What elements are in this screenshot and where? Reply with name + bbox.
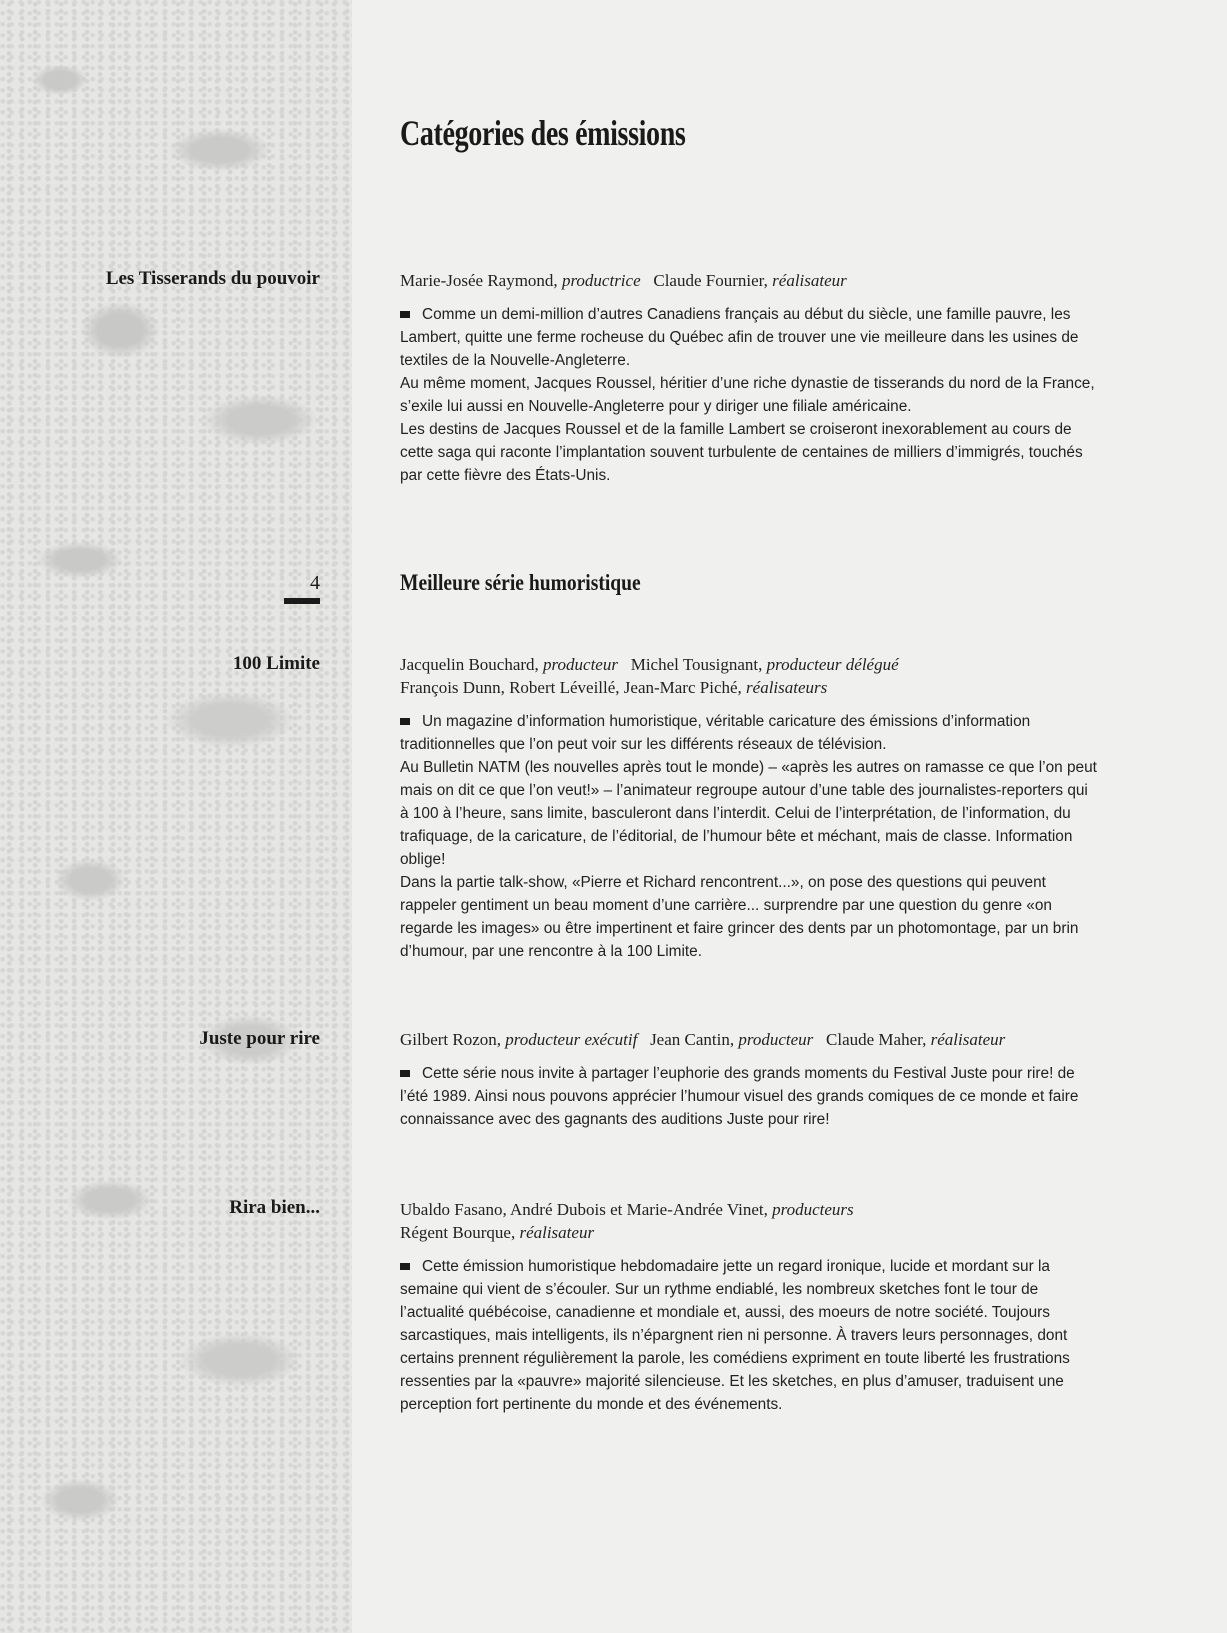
entry-description: Comme un demi-million d’autres Canadiens français au début du siècle, une famille pauvre, les Lambert, quitte une ferme rocheuse du Québec afin de trouver une vie meilleure dans les usines de textiles de la Nouvelle-Angleterre. Au même moment, Jacques Roussel, héritier d’une riche dynastie de tisserands du nord de la France, s’exile lui aussi en Nouvelle-Angleterre pour y diriger une filiale américaine. Les destins de Jacques Roussel et de la famille Lambert se croiseront inexorablement au cours de cette saga qui raconte l’implantation souvent turbulente de centaines de milliers d’immigrés, touchés par cette fièvre des États-Unis.: [400, 306, 1095, 484]
bullet-icon: [400, 1263, 410, 1270]
credit-line: Ubaldo Fasano, André Dubois et Marie-Andrée Vinet, producteurs: [400, 1200, 854, 1219]
page-title: Catégories des émissions: [400, 113, 686, 153]
entry-description: Cette émission humoristique hebdomadaire jette un regard ironique, lucide et mordant sur la semaine qui vient de s’écouler. Sur un rythme endiablé, les nombreux sketches font le tour de l’actualité québécoise, canadienne et mondiale et, aussi, des moeurs de notre société. Toujours sarcastiques, mais intelligents, ils n’épargnent rien ni personne. À travers leurs personnages, dont certains prennent régulièrement la parole, les comédiens expriment en toute liberté les frustrations ressenties par la «pauvre» majorité silencieuse. Et les sketches, en plus d’amuser, traduisent une perception fort pertinente du monde et des événements.: [400, 1258, 1070, 1413]
credit-line: François Dunn, Robert Léveillé, Jean-Marc Piché, réalisateurs: [400, 678, 828, 697]
entry-credits: [400, 269, 1100, 292]
credit-line: Jacquelin Bouchard, producteur Michel Tousignant, producteur délégué: [400, 655, 899, 674]
entry-title: Juste pour rire: [199, 1028, 320, 1049]
credit-line: Gilbert Rozon, producteur exécutif Jean Cantin, producteur Claude Maher, réalisateur: [400, 1030, 1006, 1049]
entry-title: 100 Limite: [232, 653, 320, 674]
section-marker: [284, 598, 320, 604]
credit-line: Régent Bourque, réalisateur: [400, 1223, 595, 1242]
entry-title: Les Tisserands du pouvoir: [105, 268, 320, 289]
section-heading: Meilleure série humoristique: [400, 570, 641, 595]
textured-sidebar: [0, 0, 352, 1633]
entry-title: Rira bien...: [229, 1197, 320, 1218]
entry-credits: [400, 1028, 1100, 1051]
bullet-icon: [400, 1070, 410, 1077]
entry-credits: [400, 1198, 1100, 1244]
entry-description: Un magazine d’information humoristique, véritable caricature des émissions d’information traditionnelles que l’on peut voir sur les différents réseaux de télévision. Au Bulletin NATM (les nouvelles après tout le monde) – «après les autres on ramasse ce que l’on peut mais on dit ce que l’on veut!» – l’animateur regroupe autour d’une table des journalistes-reporters qui à 100 à l’heure, sans limite, basculeront dans l’interdit. Celui de l’interprétation, de l’information, du trafiquage, de la caricature, de l’éditorial, de l’humour bête et méchant, mais de classe. Information oblige! Dans la partie talk-show, «Pierre et Richard rencontrent...», on pose des questions qui peuvent rappeler gentiment un beau moment d’une carrière... surprendre par une question du genre «on regarde les images» ou être impertinent et faire grincer des dents par un photomontage, par un brin d’humour, par une rencontre à la 100 Limite.: [400, 713, 1097, 960]
section-number: 4: [310, 572, 320, 594]
credit-line: Marie-Josée Raymond, productrice Claude Fournier, réalisateur: [400, 271, 847, 290]
entry-credits: [400, 653, 1100, 699]
bullet-icon: [400, 718, 410, 725]
entry-description: Cette série nous invite à partager l’euphorie des grands moments du Festival Juste pour rire! de l’été 1989. Ainsi nous pouvons apprécier l’humour visuel des grands comiques de ce monde et faire connaissance avec des gagnants des auditions Juste pour rire!: [400, 1065, 1079, 1128]
bullet-icon: [400, 311, 410, 318]
